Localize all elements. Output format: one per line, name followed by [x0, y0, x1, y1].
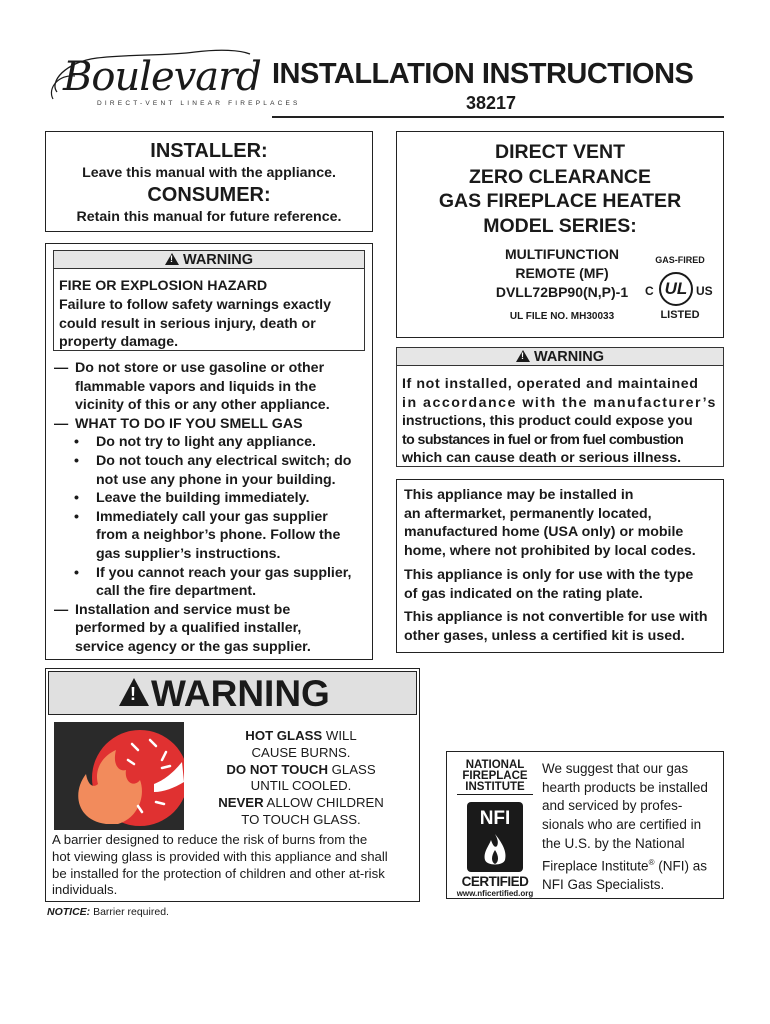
nfi-line: the U.S. by the National [542, 835, 685, 851]
hot-glass-line-3 [186, 762, 416, 779]
installer-heading: INSTALLER: [150, 140, 268, 162]
fire-warning-label: WARNING [182, 252, 254, 268]
hot-glass-line-2: CAUSE BURNS. [251, 744, 351, 760]
bullet-dot: • [74, 452, 79, 469]
brand-tagline: DIRECT-VENT LINEAR FIREPLACES [97, 100, 301, 107]
model-line: MULTIFUNCTION [504, 246, 620, 262]
flame-icon [481, 832, 509, 868]
installer-text: Leave this manual with the appliance. [82, 165, 336, 181]
gas-safety-line: Leave the building immediately. [96, 490, 310, 507]
gas-safety-text [96, 489, 369, 508]
chemical-line: instructions, this product could expose you [402, 413, 693, 430]
ul-file-number: UL FILE NO. MH30033 [509, 311, 615, 322]
gas-safety-item [54, 452, 369, 489]
hot-glass-text: WILL [322, 728, 357, 743]
product-description [397, 140, 723, 238]
note-line: This appliance is only for use with the type [404, 567, 694, 583]
install-notes-box [396, 479, 724, 653]
nfi-abbrev: (NFI) as [654, 858, 707, 874]
note-line: This appliance may be installed in [404, 487, 634, 503]
gas-safety-item [54, 489, 369, 508]
hot-glass-line-1 [186, 728, 416, 745]
gas-safety-line: gas supplier’s instructions. [96, 545, 281, 562]
barrier-notice [47, 906, 169, 918]
gas-safety-item [54, 564, 369, 601]
model-info [457, 245, 667, 302]
note-line: This appliance is not convertible for use with [404, 609, 708, 625]
hazard-text [59, 296, 331, 352]
hazard-line: property damage. [59, 334, 179, 351]
note-line: an aftermarket, permanently located, [404, 505, 652, 522]
note-line: other gases, unless a certified kit is used. [404, 627, 685, 644]
brand-logo [45, 44, 301, 114]
nfi-box [446, 751, 724, 899]
hazard-line: Failure to follow safety warnings exactly [59, 297, 332, 313]
nfi-url: www.nficertified.org [456, 889, 534, 898]
nfi-institute-name: Fireplace Institute [542, 858, 649, 874]
nfi-emblem [467, 802, 523, 872]
ul-listed: LISTED [660, 309, 700, 321]
chemical-warning-label: WARNING [533, 349, 605, 365]
barrier-line: be installed for the protection of children and other at-risk [52, 865, 385, 881]
hot-glass-message [186, 728, 416, 829]
ul-gas-fired: GAS-FIRED [655, 255, 705, 265]
gas-safety-item [54, 433, 369, 452]
ul-circle-icon: UL [659, 272, 693, 306]
bullet-dash: — [54, 360, 69, 376]
hot-glass-pictogram [54, 722, 184, 830]
registered-mark: ® [648, 857, 655, 867]
bullet-dash: — [54, 601, 69, 618]
nfi-logo-line: FIREPLACE [462, 770, 528, 782]
header-rule [272, 116, 724, 118]
gas-safety-line: Do not store or use gasoline or other [75, 360, 325, 376]
brand-name: Boulevard [63, 54, 261, 100]
gas-safety-line: performed by a qualified installer, [75, 620, 302, 637]
gas-safety-line: Immediately call your gas supplier [96, 508, 328, 525]
gas-safety-line: vicinity of this or any other appliance. [75, 397, 330, 414]
warning-triangle-icon [516, 350, 530, 362]
bullet-dot: • [74, 490, 79, 507]
fire-warning-bar [53, 250, 365, 269]
bullet-dot: • [74, 508, 79, 525]
nfi-certified: CERTIFIED [461, 874, 529, 889]
nfi-logo-line: NATIONAL [465, 759, 525, 771]
hot-glass-line-4: UNTIL COOLED. [250, 778, 352, 794]
burn-hand-icon [54, 722, 184, 830]
nfi-logo [457, 760, 533, 896]
nfi-logo-line: INSTITUTE [457, 782, 533, 795]
hazard-line: could result in serious injury, death or [59, 315, 316, 332]
nfi-logo-heading [457, 760, 533, 795]
barrier-text [52, 832, 420, 899]
note-line: home, where not prohibited by local codes. [404, 542, 696, 559]
gas-safety-line: If you cannot reach your gas supplier, [96, 564, 352, 581]
gas-safety-list [54, 359, 369, 657]
big-warning-label: WARNING [151, 673, 330, 714]
hot-glass-line-6: TO TOUCH GLASS. [241, 811, 361, 827]
bullet-dash: — [54, 415, 69, 432]
nfi-line: NFI Gas Specialists. [542, 876, 665, 892]
document-number: 38217 [466, 93, 517, 113]
product-line: GAS FIREPLACE HEATER [438, 190, 682, 212]
do-not-touch-bold: DO NOT TOUCH [226, 761, 328, 777]
gas-safety-line: not use any phone in your building. [96, 471, 336, 488]
hot-glass-text: GLASS [327, 761, 376, 777]
gas-safety-text [75, 601, 369, 657]
gas-safety-text [96, 508, 369, 564]
bullet-dot: • [74, 564, 79, 581]
hazard-title: FIRE OR EXPLOSION HAZARD [59, 278, 268, 294]
gas-safety-line: WHAT TO DO IF YOU SMELL GAS [75, 415, 303, 432]
gas-safety-line: from a neighbor’s phone. Follow the [96, 527, 341, 544]
fire-warning-box [45, 243, 373, 660]
hot-glass-bold: HOT GLASS [245, 728, 323, 743]
gas-safety-line: Installation and service must be [75, 601, 291, 618]
gas-safety-text [96, 452, 369, 489]
chemical-warning-box [396, 343, 724, 467]
never-bold: NEVER [218, 795, 264, 811]
nfi-line: We suggest that our gas [542, 761, 689, 776]
note-line: of gas indicated on the rating plate. [404, 585, 643, 602]
gas-safety-text [96, 564, 369, 601]
barrier-line: individuals. [52, 882, 118, 898]
chemical-line: If not installed, operated and maintained [402, 376, 699, 392]
nfi-emblem-text: NFI [479, 808, 511, 829]
hot-glass-text: ALLOW CHILDREN [263, 795, 384, 811]
gas-safety-line: service agency or the gas supplier. [75, 638, 311, 655]
model-line: REMOTE (MF) [515, 265, 609, 281]
barrier-line: hot viewing glass is provided with this appliance and shall [52, 848, 388, 864]
nfi-text [542, 760, 722, 894]
gas-safety-item [54, 601, 369, 657]
nfi-line: hearth products be installed [542, 779, 708, 795]
product-box [396, 131, 724, 338]
consumer-heading: CONSUMER: [147, 184, 271, 206]
gas-safety-line: call the fire department. [96, 583, 257, 600]
gas-safety-text [75, 359, 369, 415]
nfi-line: and serviced by profes- [542, 798, 683, 814]
ul-c: C [645, 284, 654, 298]
product-line: DIRECT VENT [494, 141, 625, 163]
notice-text: Barrier required. [90, 906, 169, 918]
note-line: manufactured home (USA only) or mobile [404, 524, 684, 541]
page-title: INSTALLATION INSTRUCTIONS [272, 58, 694, 90]
chemical-line: which can cause death or serious illness. [402, 450, 682, 467]
hot-glass-line-5 [186, 795, 416, 812]
consumer-text: Retain this manual for future reference. [76, 209, 342, 225]
gas-safety-text [96, 433, 369, 452]
gas-safety-line: Do not touch any electrical switch; do [96, 452, 352, 469]
hot-glass-warning-box [45, 668, 420, 902]
gas-safety-item [54, 359, 369, 415]
chemical-warning-bar [396, 347, 724, 366]
gas-safety-line: flammable vapors and liquids in the [75, 378, 317, 395]
warning-triangle-icon [119, 678, 149, 706]
big-warning-bar [48, 671, 417, 715]
warning-triangle-icon [165, 253, 179, 265]
nfi-line: sionals who are certified in [542, 817, 702, 833]
nfi-line [542, 854, 722, 876]
chemical-text [402, 375, 720, 468]
installer-consumer-box [45, 131, 373, 232]
product-line: MODEL SERIES: [483, 214, 637, 237]
gas-safety-line: Do not try to light any appliance. [96, 434, 316, 451]
product-line: ZERO CLEARANCE [468, 165, 651, 188]
gas-safety-text [75, 415, 369, 434]
chemical-line: in accordance with the manufacturer’s [402, 394, 717, 411]
gas-safety-item [54, 508, 369, 564]
model-line: DVLL72BP90(N,P)-1 [495, 284, 629, 300]
ul-listed-mark [645, 255, 715, 327]
ul-us: US [696, 284, 713, 298]
install-note-2 [404, 566, 693, 603]
install-note-1 [404, 486, 696, 560]
notice-label: NOTICE: [47, 906, 91, 918]
chemical-line: to substances in fuel or from fuel combustion [402, 431, 684, 448]
bullet-dot: • [74, 434, 79, 451]
gas-safety-item [54, 415, 369, 434]
install-note-3 [404, 608, 708, 645]
barrier-line: A barrier designed to reduce the risk of burns from the [52, 832, 368, 847]
